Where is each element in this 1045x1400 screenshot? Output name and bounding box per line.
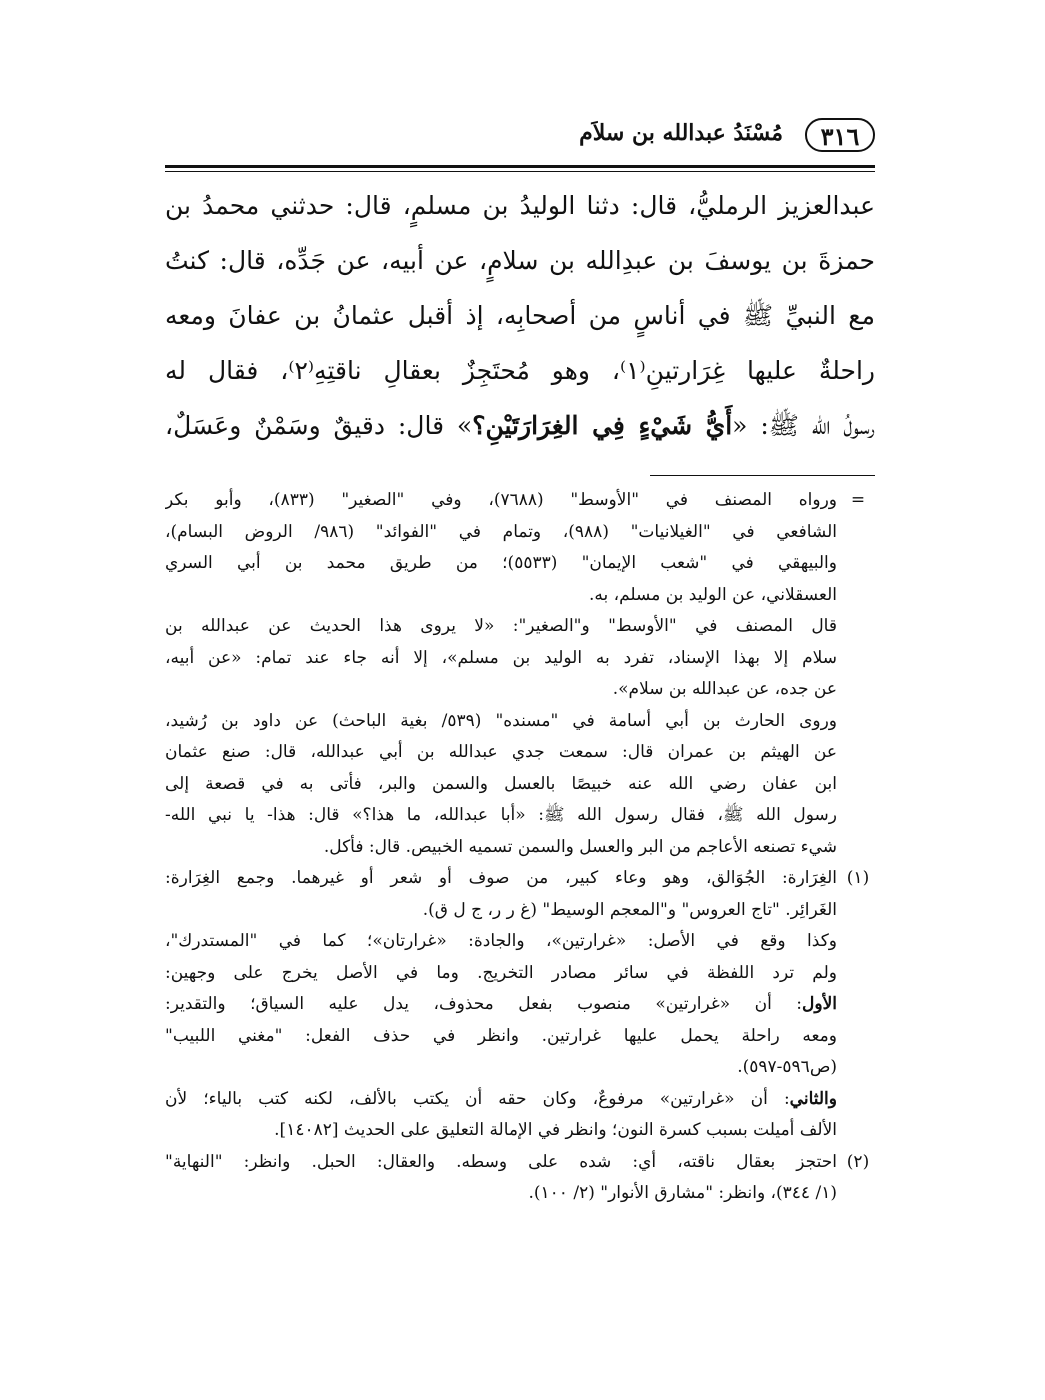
footnotes bbox=[165, 485, 875, 1210]
footnote-line: رسول الله ﷺ، فقال رسول الله ﷺ: «أبا عبدالله، ما هذا؟» قال: هذا- يا نبي الله- bbox=[165, 805, 837, 825]
hadith-quote: أَيُّ شَيْءٍ فِي الغِرَارَتَيْنِ؟ bbox=[472, 411, 733, 440]
main-line: عبدالعزيز الرمليُّ، قال: دثنا الوليدُ بن مسلمٍ، قال: حدثني محمدُ بن bbox=[165, 191, 875, 220]
footnote-line: شيء تصنعه الأعاجم من البر والعسل والسمن تسميه الخبيص. قال: فأكل. bbox=[323, 836, 837, 857]
footnote-marker: (١) bbox=[846, 868, 870, 888]
footnote-line: ومعه راحلة يحمل عليها غرارتين. وانظر في حذف الفعل: "مغني اللبيب" bbox=[165, 1025, 837, 1046]
main-text bbox=[165, 178, 875, 453]
footnote-line: الشافعي في "الغيلانيات" (٩٨٨)، وتمام في "الفوائد" (٩٨٦/ الروض البسام)، bbox=[165, 521, 837, 542]
footnote-line: وكذا وقع في الأصل: «غرارتين»، والجادة: «غرارتان»؛ كما في "المستدرك"، bbox=[165, 931, 837, 951]
header-rule-thin bbox=[165, 171, 875, 172]
footnote-text: : أن «غرارتين» منصوب بفعل محذوف، يدل عليه السياق؛ والتقدير: bbox=[165, 994, 803, 1014]
first-aspect-label: الأول bbox=[802, 994, 837, 1014]
main-line-last bbox=[165, 398, 875, 453]
page-header bbox=[165, 112, 875, 162]
footnote-line: ورواه المصنف في "الأوسط" (٧٦٨٨)، وفي "الصغير" (٨٣٣)، وأبو بكر bbox=[165, 490, 837, 510]
footnote-line: (ص٥٩٦-٥٩٧). bbox=[737, 1057, 837, 1077]
main-line: مع النبيِّ ﷺ في أناسٍ من أصحابِه، إذ أقبل عثمانُ بن عفانَ ومعه bbox=[165, 301, 875, 330]
running-title: مُسْنَدُ عبدالله بن سلاَم bbox=[579, 120, 783, 146]
footnote-line: الغَرائِر. "تاج العروس" و"المعجم الوسيط" (غ ر ر، ج ل ق). bbox=[422, 899, 837, 920]
footnote-line: الغِرَارة: الجُوَالق، وهو وعاء كبير، من صوف أو شعر أو غيرهما. وجمع الغِرَارة: bbox=[165, 868, 837, 888]
footnote-line: الألف أميلت بسبب كسرة النون؛ وانظر في الإمالة التعليق على الحديث [١٤٠٨٢]. bbox=[274, 1120, 837, 1140]
main-line-part: » قال: دقيقٌ وسَمْنٌ وعَسَلٌ، bbox=[165, 411, 473, 440]
footnote-line: عن جده، عن عبدالله بن سلام». bbox=[612, 679, 837, 699]
footnote-separator bbox=[650, 475, 875, 476]
page-number: ٣١٦ bbox=[805, 118, 875, 152]
footnote-line: العسقلاني، عن الوليد بن مسلم، به. bbox=[588, 584, 837, 605]
main-line: حمزةَ بن يوسفَ بن عبدِالله بن سلامٍ، عن أبيه، عن جَدِّه، قال: كنتُ bbox=[165, 246, 875, 275]
footnote-line: ابن عفان رضي الله عنه خبيصًا بالعسل والسمن والبر، فأتى به في قصعة إلى bbox=[165, 773, 837, 794]
footnote-line: والبيهقي في "شعب الإيمان" (٥٥٣٣)؛ من طريق محمد بن أبي السري bbox=[165, 553, 837, 573]
footnote-line: قال المصنف في "الأوسط" و"الصغير": «لا يروى هذا الحديث عن عبدالله بن bbox=[165, 616, 837, 636]
footnote-line: سلام إلا بهذا الإسناد، تفرد به الوليد بن مسلم»، إلا أنه جاء عند تمام: «عن أبيه، bbox=[165, 647, 837, 668]
footnote-line: ولم ترد اللفظة في سائر مصادر التخريج. وما في الأصل يخرج على وجهين: bbox=[165, 962, 837, 983]
footnote-line bbox=[165, 989, 837, 1021]
footnote-line: عن الهيثم بن عمران قال: سمعت جدي عبدالله بن أبي عبدالله، قال: صنع عثمان bbox=[165, 742, 837, 762]
second-aspect-label: والثاني bbox=[789, 1088, 837, 1109]
header-rule-thick bbox=[165, 165, 875, 168]
footnote-1 bbox=[165, 863, 875, 1147]
footnote-line: احتجز بعقال ناقته، أي: شده على وسطه. والعقال: الحبل. وانظر: "النهاية" bbox=[165, 1151, 837, 1172]
footnote-2 bbox=[165, 1147, 875, 1210]
footnote-continued bbox=[165, 485, 875, 863]
footnote-marker: (٢) bbox=[846, 1151, 870, 1172]
footnote-line bbox=[165, 1084, 837, 1116]
footnote-line: وروى الحارث بن أبي أسامة في "مسنده" (٥٣٩/ بغية الباحث) عن داود بن رُشيد، bbox=[165, 710, 837, 731]
footnote-line: (١/ ٣٤٤)، وانظر: "مشارق الأنوار" (٢/ ١٠٠). bbox=[528, 1183, 837, 1203]
main-line: راحلةٌ عليها غِرَارتينِ⁽١⁾، وهو مُحتَجِزٌ بعقالِ ناقتِهِ⁽٢⁾، فقال له bbox=[165, 356, 875, 385]
main-line-part: رسولُ الله ﷺ: « bbox=[732, 411, 875, 440]
footnote-marker: = bbox=[850, 490, 866, 510]
footnote-text: : أن «غرارتين» مرفوعٌ، وكان حقه أن يكتب بالألف، لكنه كتب بالياء؛ لأن bbox=[165, 1088, 790, 1109]
